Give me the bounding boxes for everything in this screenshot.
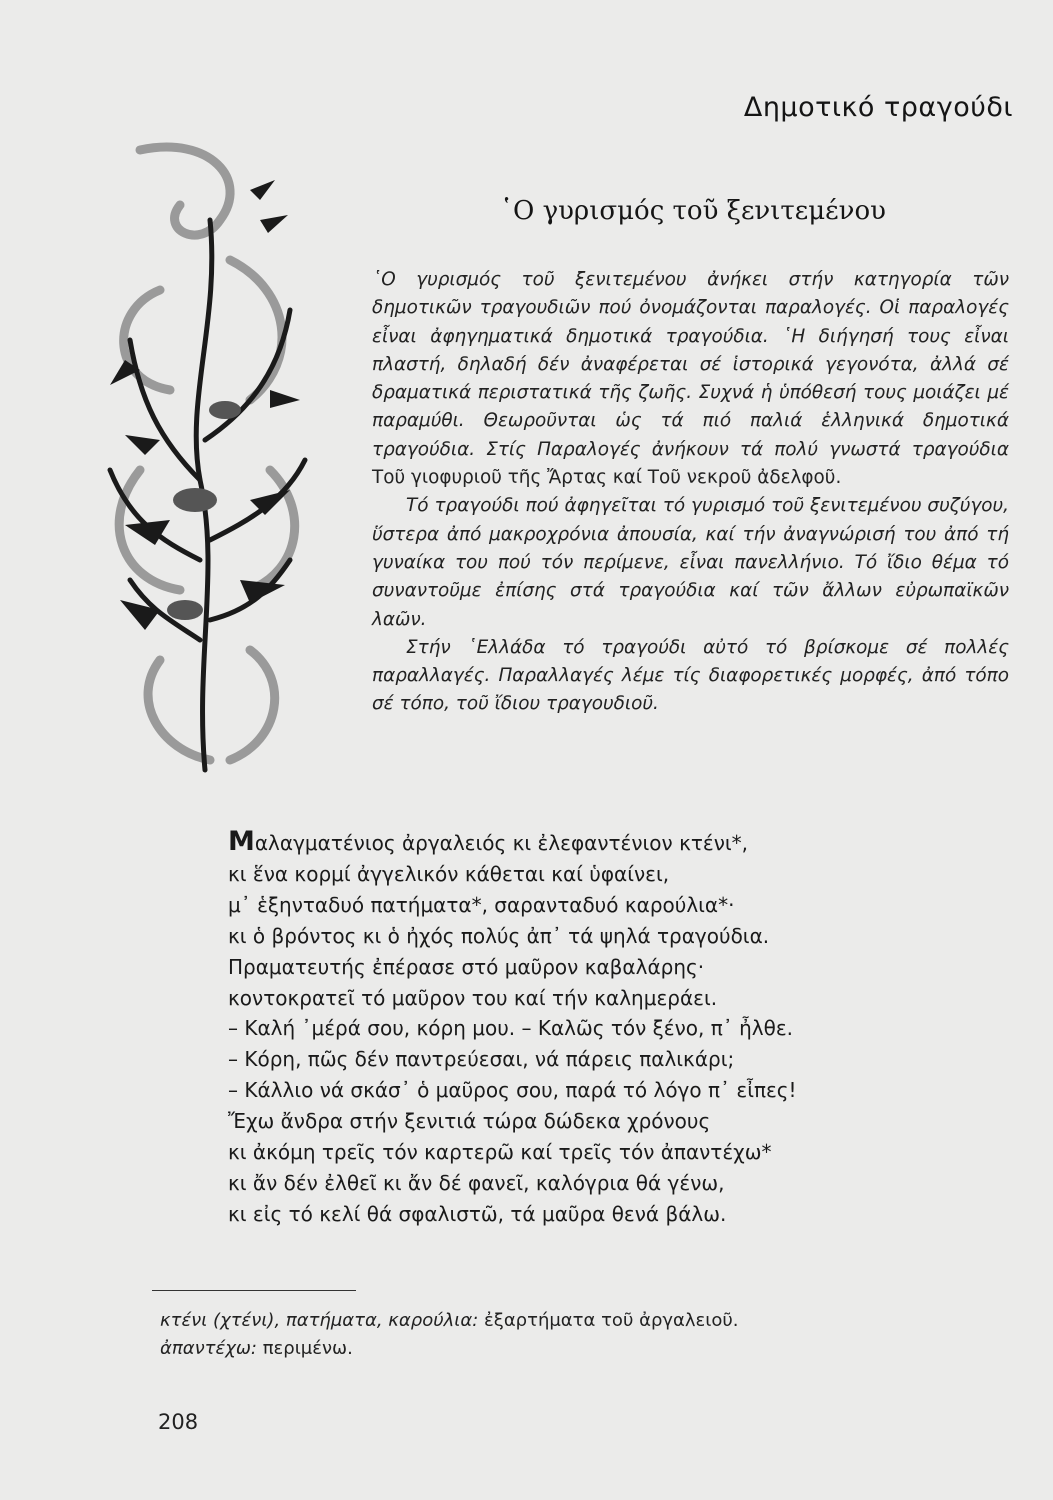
section-title: Δημοτικό τραγούδι xyxy=(743,92,1013,123)
poem-line: – Καλή ᾽μέρά σου, κόρη μου. – Καλῶς τόν ξένο, π᾽ ἦλθε. xyxy=(228,1016,794,1041)
introduction-text xyxy=(372,266,1009,719)
poem-line: κι εἰς τό κελί θά σφαλιστῶ, τά μαῦρα θενά βάλω. xyxy=(228,1201,727,1226)
floral-ornament-illustration xyxy=(100,140,315,780)
footnote-term: κτένι (χτένι), πατήματα, καρούλια: xyxy=(160,1310,479,1331)
poem-line: κι ἄν δέν ἐλθεῖ κι ἄν δέ φανεῖ, καλόγρια θά γένω, xyxy=(228,1170,725,1195)
song-titles: Τοῦ γιοφυριοῦ τῆς Ἄρτας καί Τοῦ νεκροῦ ἀδελφοῦ. xyxy=(372,467,842,489)
poem-line: – Κάλλιο νά σκάσ᾽ ὁ μαῦρος σου, παρά τό λόγο π᾽ εἶπες! xyxy=(228,1078,797,1103)
poem-line: Ἔχω ἄνδρα στήν ξενιτιά τώρα δώδεκα χρόνους xyxy=(228,1109,711,1134)
drop-cap: Μ xyxy=(228,826,255,857)
poem-text xyxy=(228,828,797,1230)
footnote-divider xyxy=(152,1290,356,1291)
footnote-definition: ἐξαρτήματα τοῦ ἀργαλειοῦ. xyxy=(484,1310,739,1331)
intro-paragraph: Στήν ῾Ελλάδα τό τραγούδι αὐτό τό βρίσκομε σέ πολλές παραλλαγές. Παραλλαγές λέμε τίς διαφορετικές μορφές, ἀπό τόπο σέ τόπο, τοῦ ἴδιου τραγουδιοῦ. xyxy=(372,636,1009,715)
footnote-term: ἀπαντέχω: xyxy=(160,1338,257,1359)
poem-line: – Κόρη, πῶς δέν παντρεύεσαι, νά πάρεις παλικάρι; xyxy=(228,1047,735,1072)
poem-line: κι ἕνα κορμί ἀγγελικόν κάθεται καί ὑφαίνει, xyxy=(228,861,670,886)
poem-line: κι ὁ βρόντος κι ὁ ἠχός πολύς ἀπ᾽ τά ψηλά τραγούδια. xyxy=(228,923,770,948)
poem-line: κοντοκρατεῖ τό μαῦρον του καί τήν καλημεράει. xyxy=(228,985,718,1010)
intro-paragraph: ῾Ο γυρισμός τοῦ ξενιτεμένου ἀνήκει στήν κατηγορία τῶν δημοτικῶν τραγουδιῶν πού ὀνομάζονται παραλογές. Οἱ παραλογές εἶναι ἀφηγηματικά δημοτικά τραγούδια. ῾Η διήγησή τους εἶναι πλαστή, δηλαδή δέν ἀναφέρεται σέ ἱστορικά γεγονότα, ἀλλά σέ δραματικά περιστατικά τῆς ζωῆς. Συχνά ἡ ὑπόθεσή τους μοιάζει μέ παραμύθι. Θεωροῦνται ὡς τά πιό παλιά ἑλληνικά δημοτικά τραγούδια. Στίς Παραλογές ἀνήκουν τά πολύ γνωστά τραγούδια Τοῦ γιοφυριοῦ τῆς Ἄρτας καί Τοῦ νεκροῦ ἀδελφοῦ. xyxy=(372,269,1009,489)
poem-line: Πραματευτής ἐπέρασε στό μαῦρον καβαλάρης· xyxy=(228,954,705,979)
intro-paragraph: Τό τραγούδι πού ἀφηγεῖται τό γυρισμό τοῦ ξενιτεμένου συζύγου, ὕστερα ἀπό μακροχρόνια ἀπουσία, καί τήν ἀναγνώρισή του ἀπό τή γυναίκα του πού τόν περίμενε, εἶναι πανελλήνιο. Τό ἴδιο θέμα τό συναντοῦμε ἐπίσης στά τραγούδια καί τῶν ἄλλων εὐρωπαϊκῶν λαῶν. xyxy=(372,495,1009,630)
footnote-definition: περιμένω. xyxy=(262,1338,353,1359)
poem-line: μ᾽ ἑξηνταδυό πατήματα*, σαρανταδυό καρούλια*· xyxy=(228,892,735,917)
footnote-item xyxy=(160,1335,739,1363)
footnote-item xyxy=(160,1307,739,1335)
page-number: 208 xyxy=(158,1410,199,1434)
poem-line: Μαλαγματένιος ἀργαλειός κι ἐλεφαντένιον κτένι*, xyxy=(228,826,748,857)
poem-title: ῾Ο γυρισμός τοῦ ξενιτεμένου xyxy=(500,196,886,226)
poem-line: κι ἀκόμη τρεῖς τόν καρτερῶ καί τρεῖς τόν ἀπαντέχω* xyxy=(228,1140,772,1165)
footnotes xyxy=(160,1307,739,1363)
